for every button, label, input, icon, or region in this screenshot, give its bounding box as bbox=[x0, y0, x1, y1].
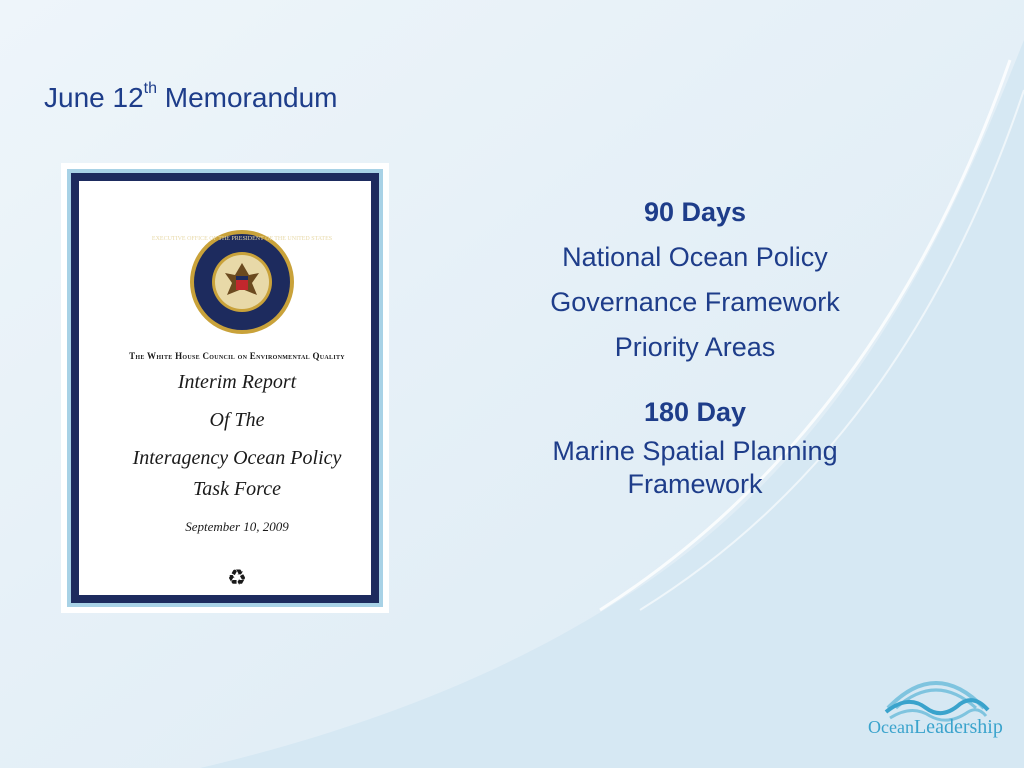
heading-180-day: 180 Day bbox=[643, 397, 747, 427]
item-marine-spatial-planning: Marine Spatial Planning bbox=[552, 436, 838, 466]
recycle-icon: ♻ bbox=[227, 565, 247, 590]
ocean-leadership-wordmark bbox=[868, 716, 1003, 739]
cover-border-navy bbox=[71, 173, 379, 603]
slide-title: June 12th Memorandum bbox=[44, 80, 338, 113]
logo-word-leadership: Leadership bbox=[913, 716, 1003, 738]
cover-border-light bbox=[67, 169, 383, 607]
cover-council-name: The White House Council on Environmental Quality bbox=[129, 351, 345, 361]
heading-90-days: 90 Days bbox=[643, 197, 747, 227]
memo-content bbox=[480, 190, 910, 501]
item-framework: Framework bbox=[627, 469, 763, 499]
cover-title-line-3: Interagency Ocean Policy bbox=[132, 447, 342, 469]
item-national-ocean-policy: National Ocean Policy bbox=[562, 242, 828, 272]
item-priority-areas: Priority Areas bbox=[614, 332, 776, 362]
logo-word-ocean: Ocean bbox=[868, 717, 914, 737]
cover-title-line-2: Of The bbox=[209, 409, 265, 431]
cover-title-line-4: Task Force bbox=[193, 478, 281, 500]
cover-page bbox=[79, 181, 371, 595]
seal-text: EXECUTIVE OFFICE OF THE PRESIDENT OF THE UNITED STATES bbox=[151, 236, 333, 242]
report-cover-image bbox=[61, 163, 389, 613]
presidential-seal-icon bbox=[151, 229, 333, 335]
item-governance-framework: Governance Framework bbox=[550, 287, 840, 317]
cover-date: September 10, 2009 bbox=[185, 519, 289, 534]
cover-title-line-1: Interim Report bbox=[177, 371, 297, 393]
